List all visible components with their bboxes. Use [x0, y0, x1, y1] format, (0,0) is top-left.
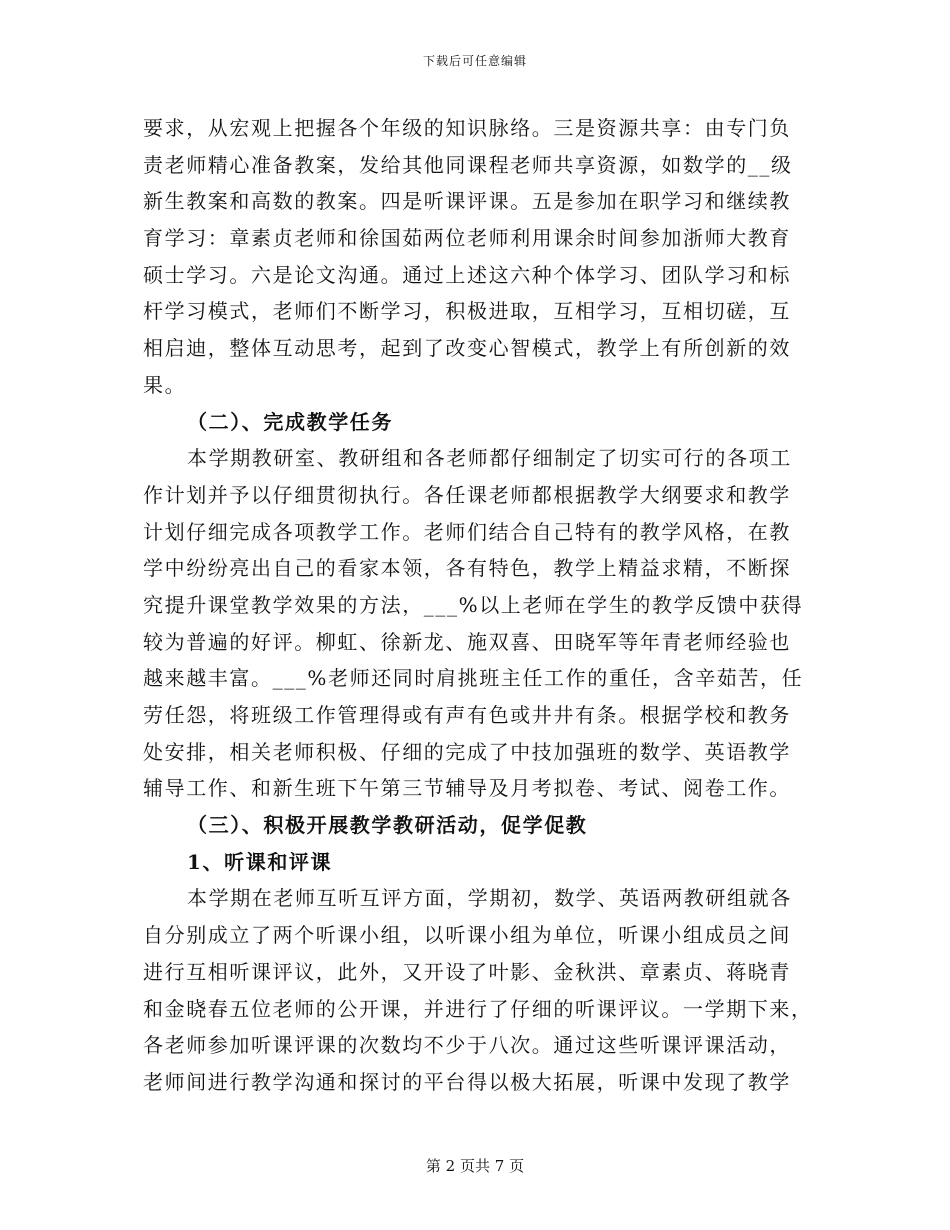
text-line: 果。 — [143, 372, 187, 397]
text-line: 究提升课堂教学效果的方法，___%以上老师在学生的教学反馈中获得 — [143, 592, 804, 617]
text-line: 计划仔细完成各项教学工作。老师们结合自己特有的教学风格，在教 — [143, 519, 791, 544]
text-line: 和金晓春五位老师的公开课，并进行了仔细的听课评议。一学期下来， — [143, 996, 813, 1021]
section-heading: 1、听课和评课 — [187, 849, 333, 874]
text-line: 劳任怨，将班级工作管理得或有声有色或井井有条。根据学校和教务 — [143, 703, 791, 727]
text-line: 责老师精心准备教案，发给其他同课程老师共享资源，如数学的__级 — [143, 152, 793, 177]
text-line: 各老师参加听课评课的次数均不少于八次。通过这些听课评课活动， — [143, 1033, 791, 1058]
text-line: 育学习：章素贞老师和徐国茹两位老师利用课余时间参加浙师大教育 — [143, 226, 791, 251]
page-footer: 第 2 页共 7 页 — [425, 1157, 525, 1175]
text-line: 自分别成立了两个听课小组，以听课小组为单位，听课小组成员之间 — [143, 923, 791, 948]
text-line: 本学期在老师互听互评方面，学期初，数学、英语两教研组就各 — [187, 886, 792, 911]
text-line: 相启迪，整体互动思考，起到了改变心智模式，教学上有所创新的效 — [143, 336, 791, 361]
page-header: 下载后可任意编辑 — [422, 54, 527, 68]
text-line: 较为普遍的好评。柳虹、徐新龙、施双喜、田晓军等年青老师经验也 — [143, 629, 791, 654]
text-line: 学中纷纷亮出自己的看家本领，各有特色，教学上精益求精，不断探 — [143, 556, 791, 581]
text-line: 作计划并予以仔细贯彻执行。各任课老师都根据教学大纲要求和教学 — [143, 482, 791, 507]
text-line: 要求，从宏观上把握各个年级的知识脉络。三是资源共享：由专门负 — [143, 116, 791, 140]
text-line: 越来越丰富。___%老师还同时肩挑班主任工作的重任，含辛茹苦，任 — [143, 666, 804, 691]
text-line: 硕士学习。六是论文沟通。通过上述这六种个体学习、团队学习和标 — [143, 262, 791, 287]
text-line: 杆学习模式，老师们不断学习，积极进取，互相学习，互相切磋，互 — [143, 299, 791, 324]
text-line: 新生教案和高数的教案。四是听课评课。五是参加在职学习和继续教 — [143, 189, 791, 214]
text-line: 老师间进行教学沟通和探讨的平台得以极大拓展，听课中发现了教学 — [143, 1069, 791, 1094]
text-line: 处安排，相关老师积极、仔细的完成了中技加强班的数学、英语教学 — [143, 739, 791, 764]
text-line: 本学期教研室、教研组和各老师都仔细制定了切实可行的各项工 — [187, 446, 792, 471]
text-line: 辅导工作、和新生班下午第三节辅导及月考拟卷、考试、阅卷工作。 — [143, 776, 791, 801]
section-heading: （二）、完成教学任务 — [187, 409, 393, 434]
section-heading: （三）、积极开展教学教研活动，促学促教 — [187, 813, 588, 838]
text-line: 进行互相听课评议，此外，又开设了叶影、金秋洪、章素贞、蒋晓青 — [143, 959, 791, 984]
document-body — [143, 110, 813, 1101]
